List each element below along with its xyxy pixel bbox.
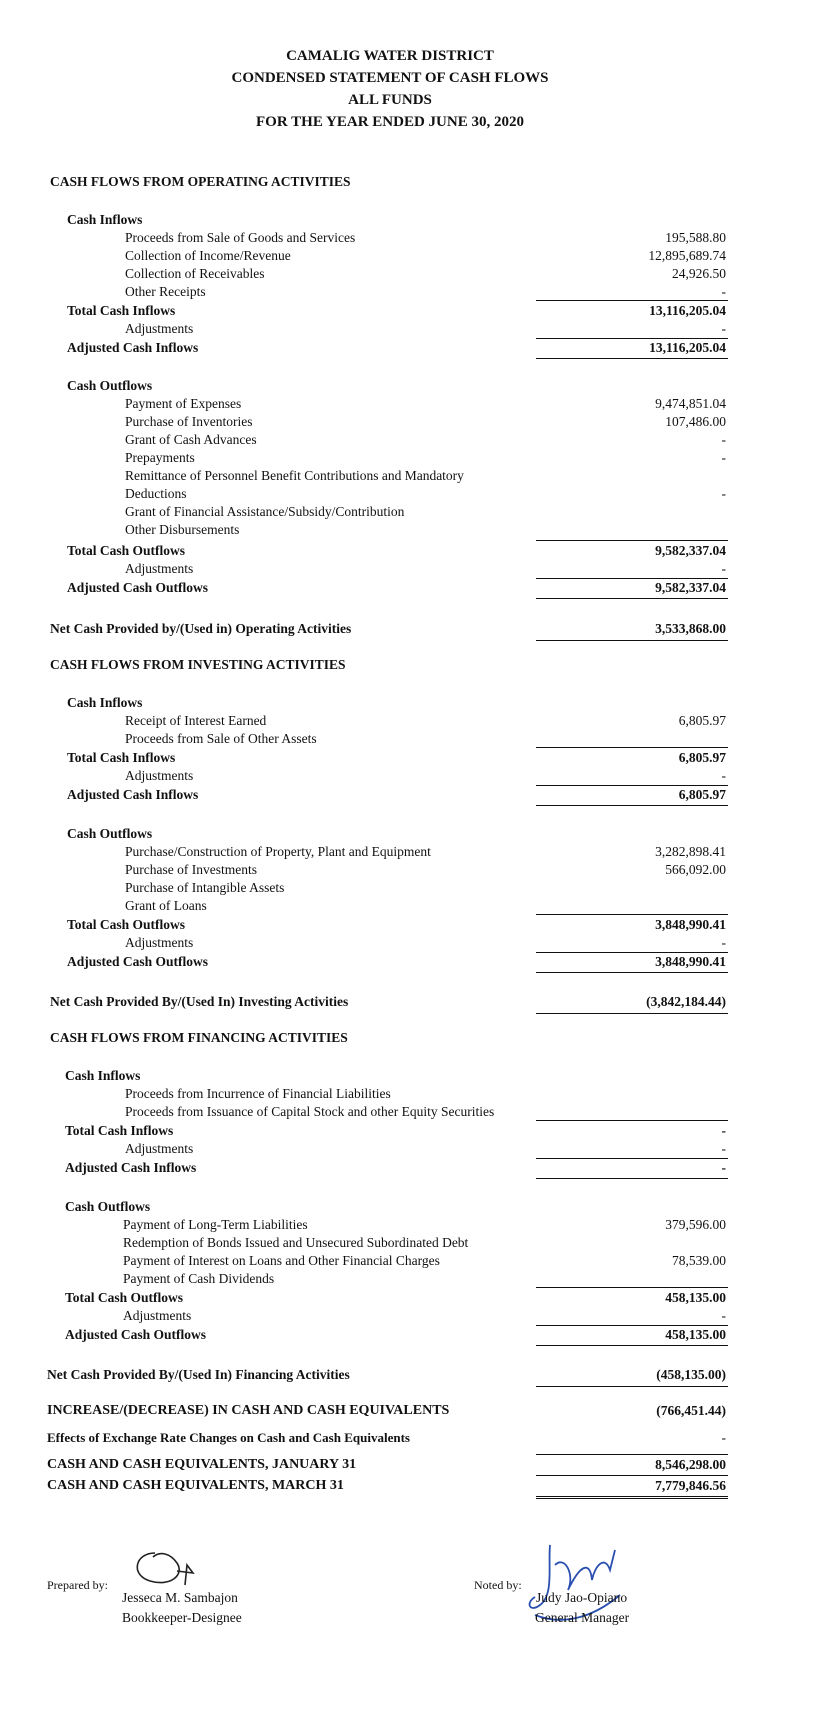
- operating-outflow-label: Payment of Expenses: [125, 396, 242, 411]
- financing-total-inflows-amount: -: [721, 1123, 726, 1138]
- investing-outflow-label: Grant of Loans: [125, 898, 207, 913]
- operating-outflow-amount: -: [721, 432, 726, 447]
- financing-total-outflows-label: Total Cash Outflows: [65, 1290, 184, 1305]
- rule-line: [536, 598, 728, 599]
- operating-adjusted-inflows-label: Adjusted Cash Inflows: [67, 340, 199, 355]
- financing-outflow-label: Payment of Long-Term Liabilities: [123, 1217, 308, 1232]
- financing-total-inflows-label: Total Cash Inflows: [65, 1123, 174, 1138]
- investing-inflow-label: Proceeds from Sale of Other Assets: [125, 731, 317, 746]
- noted-by-label: Noted by:: [474, 1578, 522, 1592]
- report-title-statement: CONDENSED STATEMENT OF CASH FLOWS: [231, 70, 549, 86]
- financing-adjusted-inflows-amount: -: [721, 1160, 726, 1175]
- financing-adjusted-inflows-label: Adjusted Cash Inflows: [65, 1160, 197, 1175]
- investing-inflow-label: Receipt of Interest Earned: [125, 713, 267, 728]
- financing-outflow-amount: 379,596.00: [665, 1217, 726, 1232]
- operating-outflow-amount: -: [721, 450, 726, 465]
- operating-outflow-amount: 107,486.00: [665, 414, 726, 429]
- increase-decrease-label: INCREASE/(DECREASE) IN CASH AND CASH EQUIVALENTS: [47, 1403, 450, 1418]
- exchange-rate-effects-amount: -: [721, 1430, 726, 1445]
- rule-line: [536, 1386, 728, 1387]
- operating-outflow-label: Other Disbursements: [125, 522, 240, 537]
- investing-total-outflows-amount: 3,848,990.41: [655, 917, 726, 932]
- operating-inflow-amount: -: [721, 284, 726, 299]
- noted-by-name: Judy Jao-Opiano: [536, 1590, 628, 1605]
- investing-adjustments-out-label: Adjustments: [125, 935, 194, 950]
- rule-line: [536, 1120, 728, 1121]
- noted-by-title: General Manager: [535, 1610, 630, 1625]
- rule-line: [536, 1475, 728, 1476]
- financing-adjustments-out-amount: -: [721, 1308, 726, 1323]
- operating-adjustments-in-label: Adjustments: [125, 321, 194, 336]
- operating-inflow-amount: 24,926.50: [672, 266, 726, 281]
- cash-ending-label: CASH AND CASH EQUIVALENTS, MARCH 31: [47, 1478, 344, 1493]
- investing-cash-inflows-label: Cash Inflows: [67, 695, 143, 710]
- operating-inflow-label: Collection of Receivables: [125, 266, 265, 281]
- operating-net-label: Net Cash Provided by/(Used in) Operating Activities: [50, 621, 352, 636]
- rule-line: [536, 805, 728, 806]
- operating-inflow-label: Collection of Income/Revenue: [125, 248, 291, 263]
- rule-line: [536, 1345, 728, 1346]
- operating-total-inflows-amount: 13,116,205.04: [649, 303, 726, 318]
- financing-adjusted-outflows-amount: 458,135.00: [665, 1327, 726, 1342]
- prepared-by-title: Bookkeeper-Designee: [122, 1610, 242, 1625]
- investing-total-inflows-label: Total Cash Inflows: [67, 750, 176, 765]
- cash-ending-amount: 7,779,846.56: [655, 1478, 726, 1493]
- operating-cash-outflows-label: Cash Outflows: [67, 378, 153, 393]
- financing-cash-inflows-label: Cash Inflows: [65, 1068, 141, 1083]
- operating-inflow-amount: 12,895,689.74: [648, 248, 726, 263]
- investing-adjusted-inflows-label: Adjusted Cash Inflows: [67, 787, 199, 802]
- financing-inflow-label: Proceeds from Incurrence of Financial Liabilities: [125, 1086, 391, 1101]
- financing-adjustments-out-label: Adjustments: [123, 1308, 192, 1323]
- operating-adjusted-outflows-amount: 9,582,337.04: [655, 580, 726, 595]
- rule-line: [536, 338, 728, 339]
- investing-adjusted-outflows-amount: 3,848,990.41: [655, 954, 726, 969]
- cash-beginning-label: CASH AND CASH EQUIVALENTS, JANUARY 31: [47, 1457, 357, 1472]
- prepared-by-label: Prepared by:: [47, 1578, 108, 1592]
- financing-cash-outflows-label: Cash Outflows: [65, 1199, 151, 1214]
- operating-adjustments-out-label: Adjustments: [125, 561, 194, 576]
- financing-section-title: CASH FLOWS FROM FINANCING ACTIVITIES: [50, 1030, 348, 1045]
- operating-adjusted-outflows-label: Adjusted Cash Outflows: [67, 580, 209, 595]
- operating-outflow-label: Grant of Cash Advances: [125, 432, 257, 447]
- report-title-funds: ALL FUNDS: [348, 92, 432, 108]
- investing-outflow-label: Purchase/Construction of Property, Plant and Equipment: [125, 844, 431, 859]
- operating-net-amount: 3,533,868.00: [655, 621, 726, 636]
- operating-outflow-label: Remittance of Personnel Benefit Contributions and Mandatory: [125, 468, 464, 483]
- operating-outflow-label: Prepayments: [125, 450, 195, 465]
- operating-adjustments-out-amount: -: [721, 561, 726, 576]
- investing-adjustments-out-amount: -: [721, 935, 726, 950]
- financing-outflow-amount: 78,539.00: [672, 1253, 726, 1268]
- financing-adjustments-in-label: Adjustments: [125, 1141, 194, 1156]
- rule-line: [536, 1178, 728, 1179]
- exchange-rate-effects-label: Effects of Exchange Rate Changes on Cash and Cash Equivalents: [47, 1430, 410, 1445]
- investing-total-inflows-amount: 6,805.97: [678, 750, 726, 765]
- report-title-district: CAMALIG WATER DISTRICT: [286, 48, 494, 64]
- rule-line: [536, 747, 728, 748]
- financing-total-outflows-amount: 458,135.00: [665, 1290, 726, 1305]
- financing-adjustments-in-amount: -: [721, 1141, 726, 1156]
- financing-outflow-label: Payment of Cash Dividends: [123, 1271, 275, 1286]
- financing-net-label: Net Cash Provided By/(Used In) Financing Activities: [47, 1367, 350, 1382]
- operating-total-inflows-label: Total Cash Inflows: [67, 303, 176, 318]
- financing-outflow-label: Payment of Interest on Loans and Other Financial Charges: [123, 1253, 440, 1268]
- rule-line: [536, 540, 728, 541]
- operating-inflow-label: Other Receipts: [125, 284, 206, 299]
- rule-line: [536, 1013, 728, 1014]
- financing-inflow-label: Proceeds from Issuance of Capital Stock and other Equity Securities: [125, 1104, 495, 1119]
- rule-line: [536, 358, 728, 359]
- investing-outflow-label: Purchase of Investments: [125, 862, 257, 877]
- investing-cash-outflows-label: Cash Outflows: [67, 826, 153, 841]
- investing-section-title: CASH FLOWS FROM INVESTING ACTIVITIES: [50, 657, 346, 672]
- operating-outflow-amount: -: [721, 486, 726, 501]
- prepared-by-name: Jesseca M. Sambajon: [122, 1590, 238, 1605]
- rule-line: [536, 640, 728, 641]
- operating-total-outflows-amount: 9,582,337.04: [655, 543, 726, 558]
- financing-outflow-label: Redemption of Bonds Issued and Unsecured Subordinated Debt: [123, 1235, 469, 1250]
- rule-line: [536, 1287, 728, 1288]
- financing-adjusted-outflows-label: Adjusted Cash Outflows: [65, 1327, 207, 1342]
- rule-line: [536, 300, 728, 301]
- double-rule-line: [536, 1496, 728, 1499]
- operating-outflow-label: Deductions: [125, 486, 187, 501]
- operating-inflow-amount: 195,588.80: [665, 230, 726, 245]
- investing-adjusted-outflows-label: Adjusted Cash Outflows: [67, 954, 209, 969]
- operating-outflow-label: Grant of Financial Assistance/Subsidy/Contribution: [125, 504, 405, 519]
- investing-net-label: Net Cash Provided By/(Used In) Investing Activities: [50, 994, 349, 1009]
- investing-outflow-amount: 566,092.00: [665, 862, 726, 877]
- prepared-signature: [125, 1545, 215, 1595]
- operating-adjustments-in-amount: -: [721, 321, 726, 336]
- operating-cash-inflows-label: Cash Inflows: [67, 212, 143, 227]
- investing-adjustments-in-amount: -: [721, 768, 726, 783]
- increase-decrease-amount: (766,451.44): [656, 1403, 726, 1418]
- investing-outflow-amount: 3,282,898.41: [655, 844, 726, 859]
- operating-inflow-label: Proceeds from Sale of Goods and Services: [125, 230, 356, 245]
- operating-section-title: CASH FLOWS FROM OPERATING ACTIVITIES: [50, 174, 351, 189]
- investing-outflow-label: Purchase of Intangible Assets: [125, 880, 285, 895]
- rule-line: [536, 1454, 728, 1455]
- report-title-period: FOR THE YEAR ENDED JUNE 30, 2020: [256, 114, 524, 130]
- investing-net-amount: (3,842,184.44): [646, 994, 726, 1009]
- operating-outflow-amount: 9,474,851.04: [655, 396, 726, 411]
- rule-line: [536, 914, 728, 915]
- operating-total-outflows-label: Total Cash Outflows: [67, 543, 186, 558]
- rule-line: [536, 1158, 728, 1159]
- rule-line: [536, 952, 728, 953]
- rule-line: [536, 972, 728, 973]
- operating-outflow-label: Purchase of Inventories: [125, 414, 253, 429]
- investing-inflow-amount: 6,805.97: [678, 713, 726, 728]
- investing-total-outflows-label: Total Cash Outflows: [67, 917, 186, 932]
- investing-adjustments-in-label: Adjustments: [125, 768, 194, 783]
- operating-adjusted-inflows-amount: 13,116,205.04: [649, 340, 726, 355]
- cash-beginning-amount: 8,546,298.00: [655, 1457, 726, 1472]
- rule-line: [536, 578, 728, 579]
- rule-line: [536, 785, 728, 786]
- financing-net-amount: (458,135.00): [656, 1367, 726, 1382]
- investing-adjusted-inflows-amount: 6,805.97: [678, 787, 726, 802]
- rule-line: [536, 1325, 728, 1326]
